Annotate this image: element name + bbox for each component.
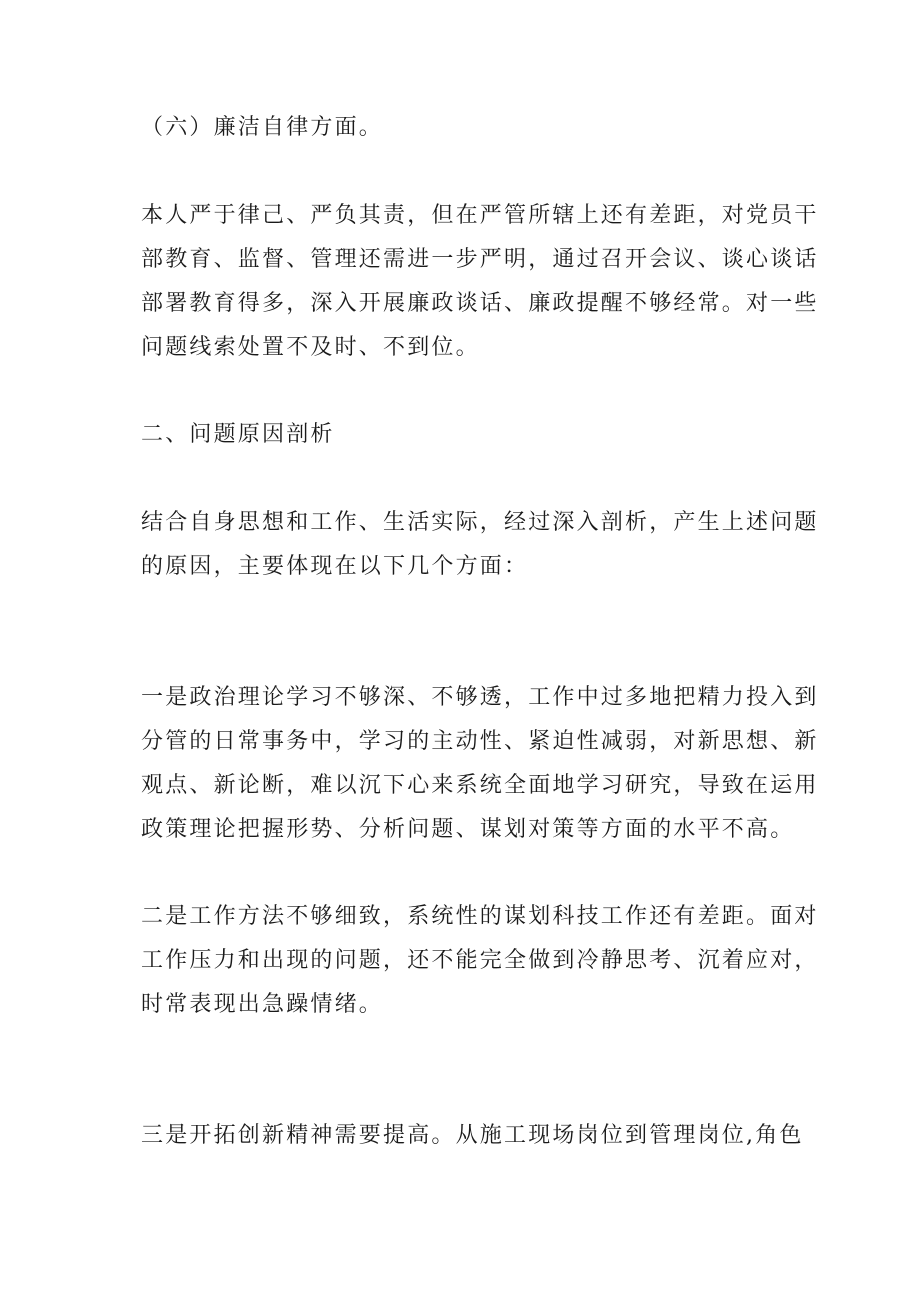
text-line: 工作压力和出现的问题，还不能完全做到冷静思考、沉着应对， — [141, 948, 819, 973]
text-line: （六）廉洁自律方面。 — [141, 115, 384, 140]
text-line: 二是工作方法不够细致，系统性的谋划科技工作还有差距。面对 — [141, 904, 819, 929]
text-line: 部教育、监督、管理还需进一步严明，通过召开会议、谈心谈话 — [141, 247, 819, 272]
text-line: 三是开拓创新精神需要提高。从施工现场岗位到管理岗位,角色 — [141, 1123, 804, 1148]
section-6-body — [141, 194, 819, 370]
text-line: 的原因，主要体现在以下几个方面： — [141, 554, 529, 579]
text-line: 时常表现出急躁情绪。 — [141, 992, 384, 1017]
reason-2-paragraph — [141, 895, 819, 1027]
section-2-intro — [141, 501, 819, 589]
text-line: 结合自身思想和工作、生活实际，经过深入剖析，产生上述问题 — [141, 510, 819, 535]
text-line: 二、问题原因剖析 — [141, 422, 335, 447]
section-2-heading — [141, 413, 791, 457]
text-line: 问题线索处置不及时、不到位。 — [141, 335, 480, 360]
text-line: 观点、新论断，难以沉下心来系统全面地学习研究，导致在运用 — [141, 773, 819, 798]
text-line: 分管的日常事务中，学习的主动性、紧迫性减弱，对新思想、新 — [141, 729, 819, 754]
text-line: 政策理论把握形势、分析问题、谋划对策等方面的水平不高。 — [141, 817, 795, 842]
text-line: 一是政治理论学习不够深、不够透，工作中过多地把精力投入到 — [141, 685, 819, 710]
section-6-heading — [141, 106, 791, 150]
reason-3-paragraph — [141, 1114, 804, 1158]
reason-1-paragraph — [141, 676, 819, 852]
text-line: 部署教育得多，深入开展廉政谈话、廉政提醒不够经常。对一些 — [141, 291, 819, 316]
text-line: 本人严于律己、严负其责，但在严管所辖上还有差距，对党员干 — [141, 203, 819, 228]
